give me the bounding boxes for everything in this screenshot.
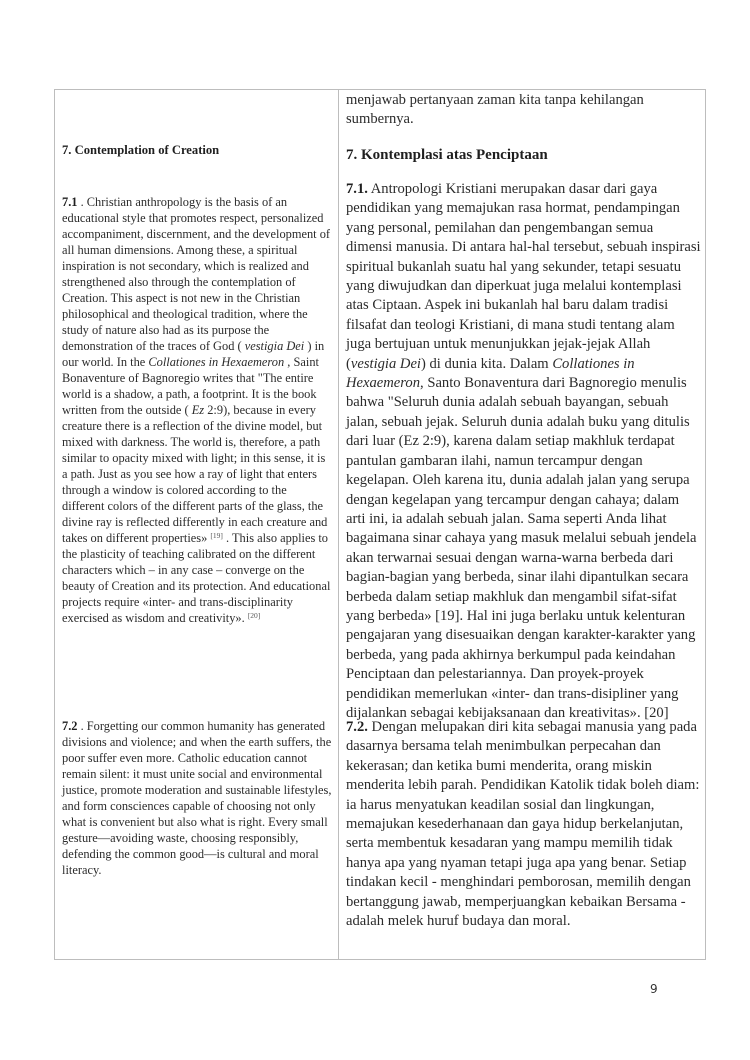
paragraph-number: 7.1: [62, 195, 78, 209]
paragraph-7-2-indonesian: [346, 718, 702, 931]
paragraph-text: , Saint Bonaventure of Bagnoregio writes that "The entire world is a shadow, a path, a footprint. It is the book written from the outside (: [62, 355, 319, 417]
italic-reference: Ez: [191, 403, 205, 417]
paragraph-text: . This also applies to the plasticity of teaching calibrated on the different characters which – in any case – converge on the beauty of Creation and its protection. And educational projects require «inter- and trans-disciplinarity exercised as wisdom and creativity».: [62, 531, 331, 625]
paragraph-text: . Christian anthropology is the basis of an educational style that promotes respect, personalized accompaniment, discernment, and the development of all human dimensions. Among these, a spiritual inspiration is not secondary, which is realized and strengthened also through the contemplation of Creation. This aspect is not new in the Christian philosophical and theological tradition, where the study of nature also had as its purpose the demonstration of the traces of God (: [62, 195, 331, 353]
paragraph-text: ) in our world. In the: [62, 339, 325, 369]
section-heading-english: 7. Contemplation of Creation: [62, 143, 220, 157]
footnote-ref-20[interactable]: [20]: [247, 611, 261, 620]
paragraph-text: , Santo Bonaventura dari Bagnoregio menulis bahwa "Seluruh dunia adalah sebuah bayangan, sebuah jalan, sebuah jejak. Seluruh dunia adalah buku yang ditulis dari luar (Ez 2:9), karena dalam setiap makhluk terdapat pantulan gambaran ilahi, namun tercampur dengan kegelapan. Oleh karena itu, dunia adalah jalan yang serupa dengan kegelapan yang tercampur dengan cahaya; dalam arti ini, ia adalah sebuah jalan. Sama seperti Anda lihat bagaimana sinar cahaya yang masuk melalui sebuah jendela akan terwarnai sesuai dengan warna-warna berbeda dari bagian-bagian yang berbeda, sinar ilahi dipantulkan secara berbeda dalam setiap makhluk dan mengambil sifat-sifat yang berbeda» [19]. Hal ini juga berlaku untuk kelenturan pengajaran yang disesuaikan dengan karakter-karakter yang berbeda, yang pada akhirnya berkumpul pada keindahan Penciptaan dan pelestariannya. Dan proyek-proyek pendidikan memerlukan «inter- dan trans-disipliner yang dijalankan sebagai kebijaksanaan dan kreativitas». [20]: [346, 375, 697, 721]
paragraph-number: 7.2.: [346, 719, 368, 735]
column-divider: [338, 90, 339, 959]
bilingual-table: [54, 89, 706, 960]
paragraph-7-1-english: [62, 194, 332, 626]
italic-title: Collationes in Hexaemeron: [346, 355, 635, 392]
italic-term: vestigia Dei: [244, 339, 305, 353]
continuation-text: menjawab pertanyaan zaman kita tanpa kehilangan sumbernya.: [346, 92, 644, 128]
paragraph-text: Antropologi Kristiani merupakan dasar dari gaya pendidikan yang memajukan rasa hormat, pendampingan yang personal, pemilahan dan pengembangan semua dimensi manusia. Di antara hal-hal tersebut, sebuah inspirasi spiritual bukanlah suatu hal yang sekunder, tetapi sesuatu yang diwujudkan dan diperkuat juga melalui kontemplasi atas Ciptaan. Aspek ini bukanlah hal baru dalam tradisi filsafat dan teologi Kristiani, di mana studi tentang alam juga bertujuan untuk menunjukkan jejak-jejak Allah (: [346, 181, 701, 372]
section-heading-indonesian: 7. Kontemplasi atas Penciptaan: [346, 147, 548, 163]
paragraph-text: . Forgetting our common humanity has generated divisions and violence; and when the earth suffers, the poor suffer even more. Catholic education cannot remain silent: it must unite social and environmental justice, promote moderation and sustainable lifestyles, and form consciences capable of choosing not only what is convenient but also what is right. Every small gesture—avoiding waste, choosing responsibly, defending the common good—is cultural and moral literacy.: [62, 719, 332, 877]
paragraph-7-2-english: [62, 718, 332, 878]
footnote-ref-19[interactable]: [19]: [210, 531, 223, 540]
paragraph-text: 2:9), because in every creature there is a reflection of the divine model, but mixed with darkness. The world is, therefore, a path similar to opacity mixed with light; in this sense, it is a path. Just as you see how a ray of light that enters through a window is colored according to the different colors of the different parts of the glass, the divine ray is reflected differently in each creature and takes on different properties»: [62, 403, 328, 545]
paragraph-number: 7.2: [62, 719, 78, 733]
italic-title: Collationes in Hexaemeron: [148, 355, 285, 369]
paragraph-text: ) di dunia kita. Dalam: [421, 355, 553, 372]
italic-term: vestigia Dei: [350, 355, 421, 372]
paragraph-7-1-indonesian: [346, 180, 702, 723]
page-number: 9: [650, 982, 658, 996]
paragraph-text: Dengan melupakan diri kita sebagai manusia yang pada dasarnya bersama telah menimbulkan perpecahan dan kekerasan; dan ketika bumi menderita, orang miskin menderita lebih parah. Pendidikan Katolik tidak boleh diam: ia harus menyatukan keadilan sosial dan lingkungan, memajukan kesederhanaan dan gaya hidup berkelanjutan, serta membentuk kesadaran yang mampu memilih tidak hanya apa yang nyaman tetapi juga apa yang benar. Setiap tindakan kecil - menghindari pemborosan, memilih dengan bertanggung jawab, memperjuangkan kebaikan Bersama - adalah melek huruf budaya dan moral.: [346, 719, 700, 930]
paragraph-number: 7.1.: [346, 181, 368, 197]
